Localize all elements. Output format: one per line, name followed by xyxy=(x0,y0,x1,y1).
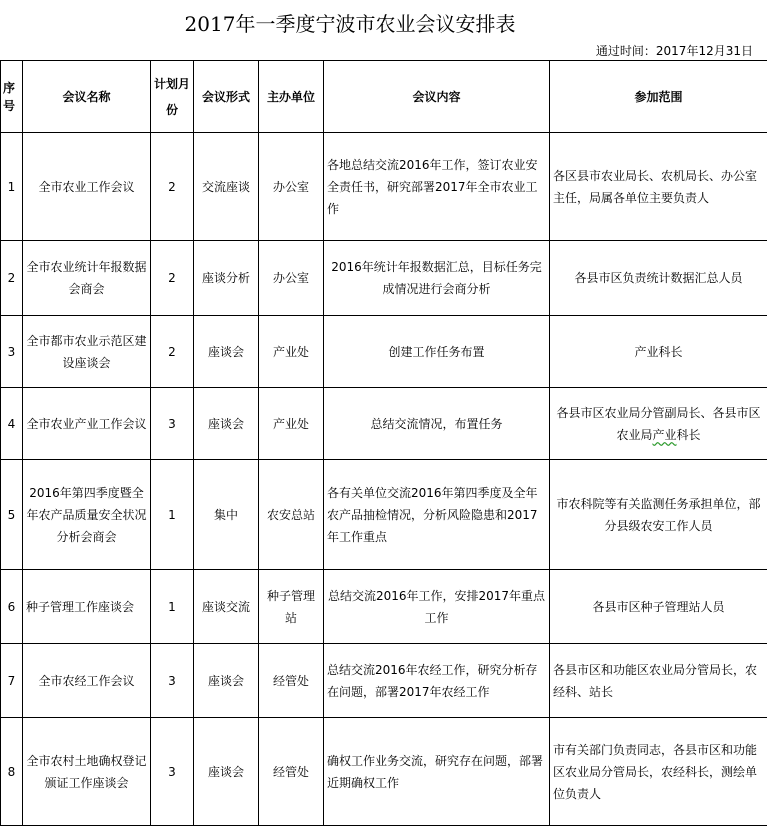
row-name: 2016年第四季度暨全年农产品质量安全状况分析会商会 xyxy=(23,460,151,570)
scope-text-end: 科长 xyxy=(676,427,701,442)
row-seq: 7 xyxy=(1,644,23,718)
table-row xyxy=(1,570,767,644)
row-form: 座谈会 xyxy=(194,644,259,718)
table-row xyxy=(1,133,767,241)
row-content: 确权工作业务交流，研究存在问题，部署近期确权工作 xyxy=(324,718,550,826)
row-content: 总结交流2016年工作，安排2017年重点工作 xyxy=(324,570,550,644)
row-month: 1 xyxy=(151,570,194,644)
row-host: 办公室 xyxy=(259,133,324,241)
header-name: 会议名称 xyxy=(23,61,151,133)
row-host: 经管处 xyxy=(259,644,324,718)
row-content: 2016年统计年报数据汇总，目标任务完成情况进行会商分析 xyxy=(324,241,550,316)
row-seq: 5 xyxy=(1,460,23,570)
page-title: 2017年一季度宁波市农业会议安排表 xyxy=(184,12,516,36)
row-month: 2 xyxy=(151,316,194,388)
header-scope: 参加范围 xyxy=(550,61,767,133)
row-form: 座谈会 xyxy=(194,388,259,460)
row-name: 全市农业工作会议 xyxy=(23,133,151,241)
row-name: 全市农村土地确权登记颁证工作座谈会 xyxy=(23,718,151,826)
row-host: 农安总站 xyxy=(259,460,324,570)
row-scope: 产业科长 xyxy=(550,316,767,388)
row-name: 种子管理工作座谈会 xyxy=(23,570,151,644)
row-content: 总结交流2016年农经工作，研究分析存在问题，部署2017年农经工作 xyxy=(324,644,550,718)
header-host: 主办单位 xyxy=(259,61,324,133)
row-form: 集中 xyxy=(194,460,259,570)
header-seq: 序号 xyxy=(1,61,23,133)
row-seq: 1 xyxy=(1,133,23,241)
row-scope: 市农科院等有关监测任务承担单位，部分县级农安工作人员 xyxy=(550,460,767,570)
scope-text-underlined: 产业 xyxy=(652,427,677,442)
row-form: 座谈会 xyxy=(194,316,259,388)
row-seq: 2 xyxy=(1,241,23,316)
row-content: 各有关单位交流2016年第四季度及全年农产品抽检情况，分析风险隐患和2017年工作重点 xyxy=(324,460,550,570)
row-host: 种子管理站 xyxy=(259,570,324,644)
header-month: 计划月份 xyxy=(151,61,194,133)
row-month: 1 xyxy=(151,460,194,570)
table-row xyxy=(1,644,767,718)
row-host: 办公室 xyxy=(259,241,324,316)
table-row xyxy=(1,718,767,826)
row-seq: 4 xyxy=(1,388,23,460)
row-scope: 各区县市农业局长、农机局长、办公室主任，局属各单位主要负责人 xyxy=(550,133,767,241)
header-content: 会议内容 xyxy=(324,61,550,133)
row-content: 创建工作任务布置 xyxy=(324,316,550,388)
row-form: 座谈交流 xyxy=(194,570,259,644)
row-host: 经管处 xyxy=(259,718,324,826)
row-month: 2 xyxy=(151,241,194,316)
row-form: 交流座谈 xyxy=(194,133,259,241)
row-form: 座谈分析 xyxy=(194,241,259,316)
passed-time: 通过时间：2017年12月31日 xyxy=(595,44,753,58)
row-name: 全市农经工作会议 xyxy=(23,644,151,718)
row-seq: 6 xyxy=(1,570,23,644)
header-row xyxy=(1,61,767,133)
row-month: 3 xyxy=(151,718,194,826)
row-scope xyxy=(550,388,767,460)
row-name: 全市农业统计年报数据会商会 xyxy=(23,241,151,316)
table-row xyxy=(1,460,767,570)
table-row xyxy=(1,241,767,316)
scope-text: 各县市区农业局分管副局长、各县市区农业局 xyxy=(556,405,761,442)
row-month: 2 xyxy=(151,133,194,241)
header-form: 会议形式 xyxy=(194,61,259,133)
meeting-table xyxy=(0,60,767,826)
row-content: 总结交流情况，布置任务 xyxy=(324,388,550,460)
table-row xyxy=(1,316,767,388)
row-content: 各地总结交流2016年工作，签订农业安全责任书，研究部署2017年全市农业工作 xyxy=(324,133,550,241)
row-scope: 各县市区和功能区农业局分管局长，农经科、站长 xyxy=(550,644,767,718)
table-row xyxy=(1,388,767,460)
row-name: 全市都市农业示范区建设座谈会 xyxy=(23,316,151,388)
row-seq: 8 xyxy=(1,718,23,826)
row-form: 座谈会 xyxy=(194,718,259,826)
row-scope: 各县市区种子管理站人员 xyxy=(550,570,767,644)
row-host: 产业处 xyxy=(259,388,324,460)
row-month: 3 xyxy=(151,644,194,718)
row-name: 全市农业产业工作会议 xyxy=(23,388,151,460)
row-seq: 3 xyxy=(1,316,23,388)
row-scope: 市有关部门负责同志，各县市区和功能区农业局分管局长，农经科长，测绘单位负责人 xyxy=(550,718,767,826)
row-host: 产业处 xyxy=(259,316,324,388)
row-month: 3 xyxy=(151,388,194,460)
row-scope: 各县市区负责统计数据汇总人员 xyxy=(550,241,767,316)
